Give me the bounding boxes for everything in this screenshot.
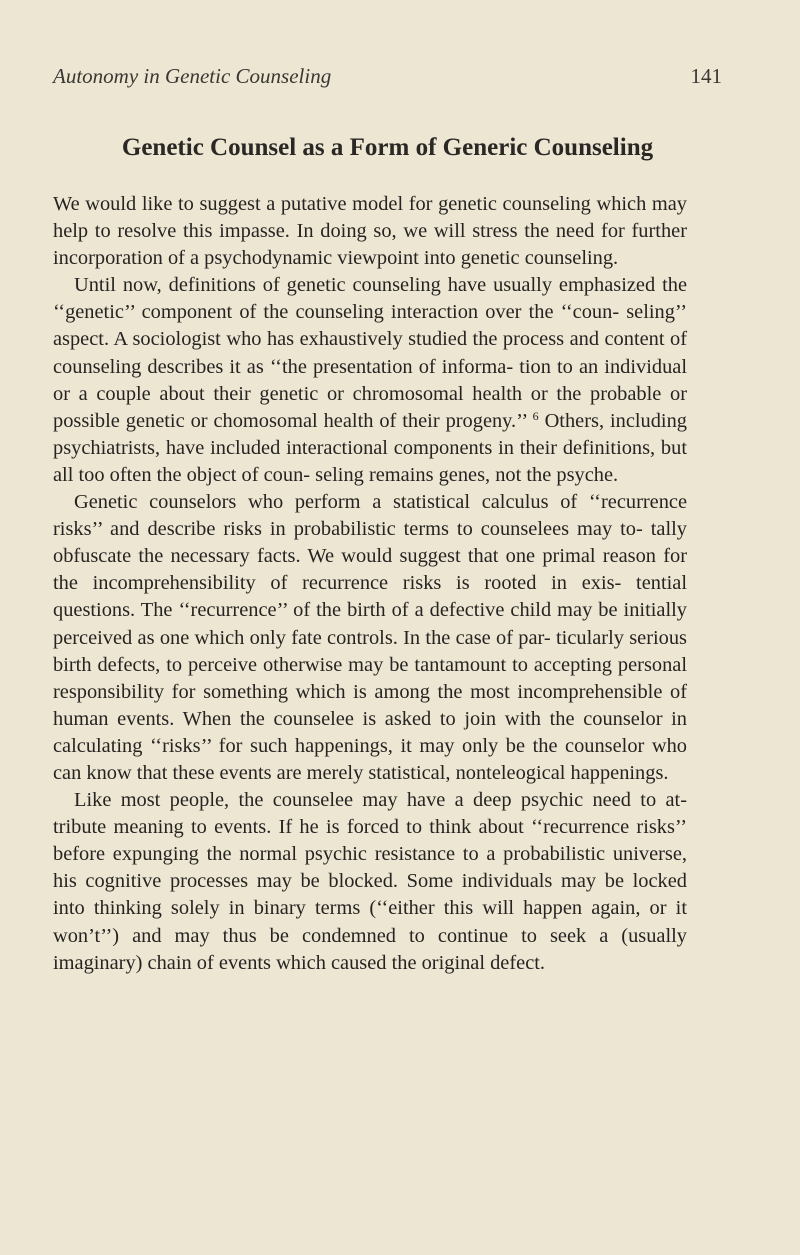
- page-number: 141: [690, 64, 722, 88]
- running-head: [53, 63, 722, 89]
- running-head-title: Autonomy in Genetic Counseling: [53, 64, 332, 88]
- section-heading: Genetic Counsel as a Form of Generic Counseling: [121, 134, 654, 161]
- paragraph-3: Genetic counselors who perform a statistical calculus of ‘‘recurrence risks’’ and describe risks in probabilistic terms to counselees may to- tally obfuscate the necessary facts. We would suggest that one primal reason for the incomprehensibility of recurrence risks is rooted in exis- tential questions. The ‘‘recurrence’’ of the birth of a defective child may be initially perceived as one which only fate controls. In the case of par- ticularly serious birth defects, to perceive otherwise may be tantamount to accepting personal responsibility for something which is among the most incomprehensible of human events. When the counselee is asked to join with the counselor in calculating ‘‘risks’’ for such happenings, it may only be the counselor who can know that these events are merely statistical, nonteleogical happenings.: [53, 491, 687, 784]
- paragraph-1: We would like to suggest a putative model for genetic counseling which may help to resolve this impasse. In doing so, we will stress the need for further incorporation of a psychodynamic viewpoint into genetic counseling.: [53, 193, 687, 270]
- paragraph-2-text-a: Until now, definitions of genetic counseling have usually emphasized the ‘‘genetic’’ component of the counseling interaction over the ‘‘coun- seling’’ aspect. A sociologist who has exhaustively studied the process and content of counseling describes it as ‘‘the presentation of informa- tion to an individual or a couple about their genetic or chromosomal health or the probable or possible genetic or chomosomal health of their progeny.’’: [53, 274, 687, 432]
- paragraph-2-text-b: Others, including psychiatrists, have included interactional components in their definitions, but all too often the object of coun- seling remains genes, not the psyche.: [53, 409, 687, 486]
- paragraph-4: Like most people, the counselee may have a deep psychic need to at- tribute meaning to events. If he is forced to think about ‘‘recurrence risks’’ before expunging the normal psychic resistance to a probabilistic universe, his cognitive processes may be blocked. Some individuals may be locked into thinking solely in binary terms (‘‘either this will happen again, or it won’t’’) and may thus be condemned to continue to seek a (usually imaginary) chain of events which caused the original defect.: [53, 789, 687, 974]
- paragraph-2: [53, 272, 687, 489]
- body-text: [53, 191, 687, 977]
- footnote-reference: 6: [532, 408, 539, 423]
